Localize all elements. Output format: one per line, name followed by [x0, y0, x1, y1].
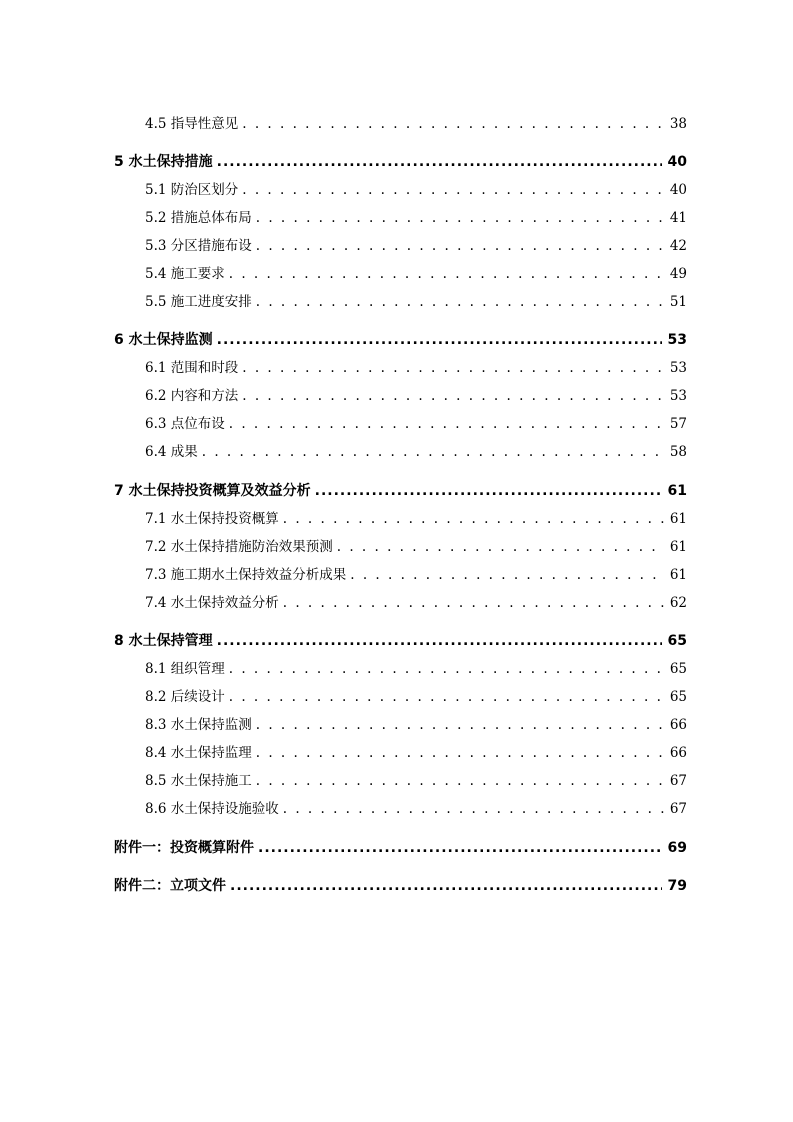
dot-leader — [242, 179, 664, 201]
toc-entry-page: 61 — [669, 539, 687, 555]
toc-appendix-title: 附件一：投资概算附件 — [114, 840, 254, 856]
toc-entry-5-1[interactable] — [145, 179, 687, 201]
dot-leader — [202, 441, 664, 463]
toc-entry-6-2[interactable] — [145, 385, 687, 407]
toc-appendix-2[interactable] — [114, 875, 687, 897]
toc-chapter-title: 8 水土保持管理 — [114, 633, 213, 649]
toc-entry-8-6[interactable] — [145, 798, 687, 820]
toc-entry-title: 8.6 水土保持设施验收 — [145, 801, 279, 817]
toc-entry-page: 49 — [669, 266, 687, 282]
toc-chapter-title: 7 水土保持投资概算及效益分析 — [114, 483, 311, 499]
toc-entry-page: 58 — [669, 444, 687, 460]
dot-leader — [315, 480, 662, 502]
toc-entry-title: 8.3 水土保持监测 — [145, 717, 252, 733]
toc-entry-page: 67 — [669, 801, 687, 817]
dot-leader — [256, 235, 664, 257]
toc-chapter-5[interactable] — [114, 151, 687, 173]
toc-entry-6-3[interactable] — [145, 413, 687, 435]
toc-entry-page: 65 — [669, 689, 687, 705]
toc-entry-title: 8.4 水土保持监理 — [145, 745, 252, 761]
toc-entry-title: 5.3 分区措施布设 — [145, 238, 252, 254]
toc-entry-title: 7.2 水土保持措施防治效果预测 — [145, 539, 333, 555]
toc-entry-title: 7.4 水土保持效益分析 — [145, 595, 279, 611]
dot-leader — [217, 151, 662, 173]
toc-entry-5-3[interactable] — [145, 235, 687, 257]
toc-entry-7-4[interactable] — [145, 592, 687, 614]
toc-entry-page: 65 — [669, 661, 687, 677]
dot-leader — [242, 385, 664, 407]
dot-leader — [256, 770, 664, 792]
toc-entry-title: 6.2 内容和方法 — [145, 388, 239, 404]
toc-entry-page: 53 — [669, 360, 687, 376]
toc-chapter-8[interactable] — [114, 630, 687, 652]
toc-entry-7-2[interactable] — [145, 536, 687, 558]
toc-entry-title: 6.3 点位布设 — [145, 416, 225, 432]
toc-appendix-title: 附件二：立项文件 — [114, 878, 226, 894]
toc-entry-page: 40 — [669, 182, 687, 198]
toc-entry-page: 38 — [669, 116, 687, 132]
toc-appendix-1[interactable] — [114, 837, 687, 859]
toc-chapter-7[interactable] — [114, 480, 687, 502]
toc-appendix-page: 69 — [667, 840, 687, 856]
toc-entry-title: 6.1 范围和时段 — [145, 360, 239, 376]
toc-entry-8-4[interactable] — [145, 742, 687, 764]
toc-chapter-page: 65 — [667, 633, 687, 649]
toc-entry-title: 5.4 施工要求 — [145, 266, 225, 282]
toc-entry-page: 67 — [669, 773, 687, 789]
toc-entry-7-3[interactable] — [145, 564, 687, 586]
toc-entry-5-2[interactable] — [145, 207, 687, 229]
toc-entry-page: 51 — [669, 294, 687, 310]
toc-entry-4-5[interactable] — [145, 113, 687, 135]
toc-entry-title: 7.1 水土保持投资概算 — [145, 511, 279, 527]
toc-entry-page: 61 — [669, 567, 687, 583]
dot-leader — [258, 837, 662, 859]
toc-chapter-page: 40 — [667, 154, 687, 170]
dot-leader — [217, 630, 662, 652]
toc-entry-page: 42 — [669, 238, 687, 254]
toc-entry-page: 41 — [669, 210, 687, 226]
toc-chapter-title: 6 水土保持监测 — [114, 332, 213, 348]
dot-leader — [230, 875, 662, 897]
toc-entry-page: 61 — [669, 511, 687, 527]
toc-entry-title: 5.1 防治区划分 — [145, 182, 239, 198]
dot-leader — [229, 658, 664, 680]
dot-leader — [283, 592, 664, 614]
toc-entry-7-1[interactable] — [145, 508, 687, 530]
dot-leader — [337, 536, 664, 558]
toc-entry-page: 53 — [669, 388, 687, 404]
toc-entry-8-3[interactable] — [145, 714, 687, 736]
toc-entry-title: 6.4 成果 — [145, 444, 198, 460]
toc-entry-8-2[interactable] — [145, 686, 687, 708]
dot-leader — [229, 263, 664, 285]
dot-leader — [229, 413, 664, 435]
toc-entry-6-1[interactable] — [145, 357, 687, 379]
toc-chapter-6[interactable] — [114, 329, 687, 351]
dot-leader — [242, 357, 664, 379]
toc-entry-title: 5.5 施工进度安排 — [145, 294, 252, 310]
dot-leader — [283, 508, 664, 530]
toc-entry-8-1[interactable] — [145, 658, 687, 680]
dot-leader — [256, 207, 664, 229]
toc-entry-title: 8.2 后续设计 — [145, 689, 225, 705]
dot-leader — [217, 329, 662, 351]
dot-leader — [283, 798, 664, 820]
toc-entry-8-5[interactable] — [145, 770, 687, 792]
toc-chapter-page: 53 — [667, 332, 687, 348]
toc-chapter-title: 5 水土保持措施 — [114, 154, 213, 170]
toc-entry-page: 66 — [669, 745, 687, 761]
dot-leader — [350, 564, 664, 586]
toc-entry-page: 57 — [669, 416, 687, 432]
dot-leader — [229, 686, 664, 708]
toc-entry-title: 8.5 水土保持施工 — [145, 773, 252, 789]
toc-entry-title: 7.3 施工期水土保持效益分析成果 — [145, 567, 347, 583]
toc-entry-5-4[interactable] — [145, 263, 687, 285]
toc-entry-5-5[interactable] — [145, 291, 687, 313]
toc-entry-page: 62 — [669, 595, 687, 611]
dot-leader — [256, 291, 664, 313]
dot-leader — [256, 714, 664, 736]
toc-entry-title: 5.2 措施总体布局 — [145, 210, 252, 226]
toc-entry-title: 8.1 组织管理 — [145, 661, 225, 677]
dot-leader — [256, 742, 664, 764]
toc-appendix-page: 79 — [667, 878, 687, 894]
toc-entry-title: 4.5 指导性意见 — [145, 116, 239, 132]
toc-chapter-page: 61 — [667, 483, 687, 499]
dot-leader — [242, 113, 664, 135]
toc-entry-page: 66 — [669, 717, 687, 733]
toc-entry-6-4[interactable] — [145, 441, 687, 463]
